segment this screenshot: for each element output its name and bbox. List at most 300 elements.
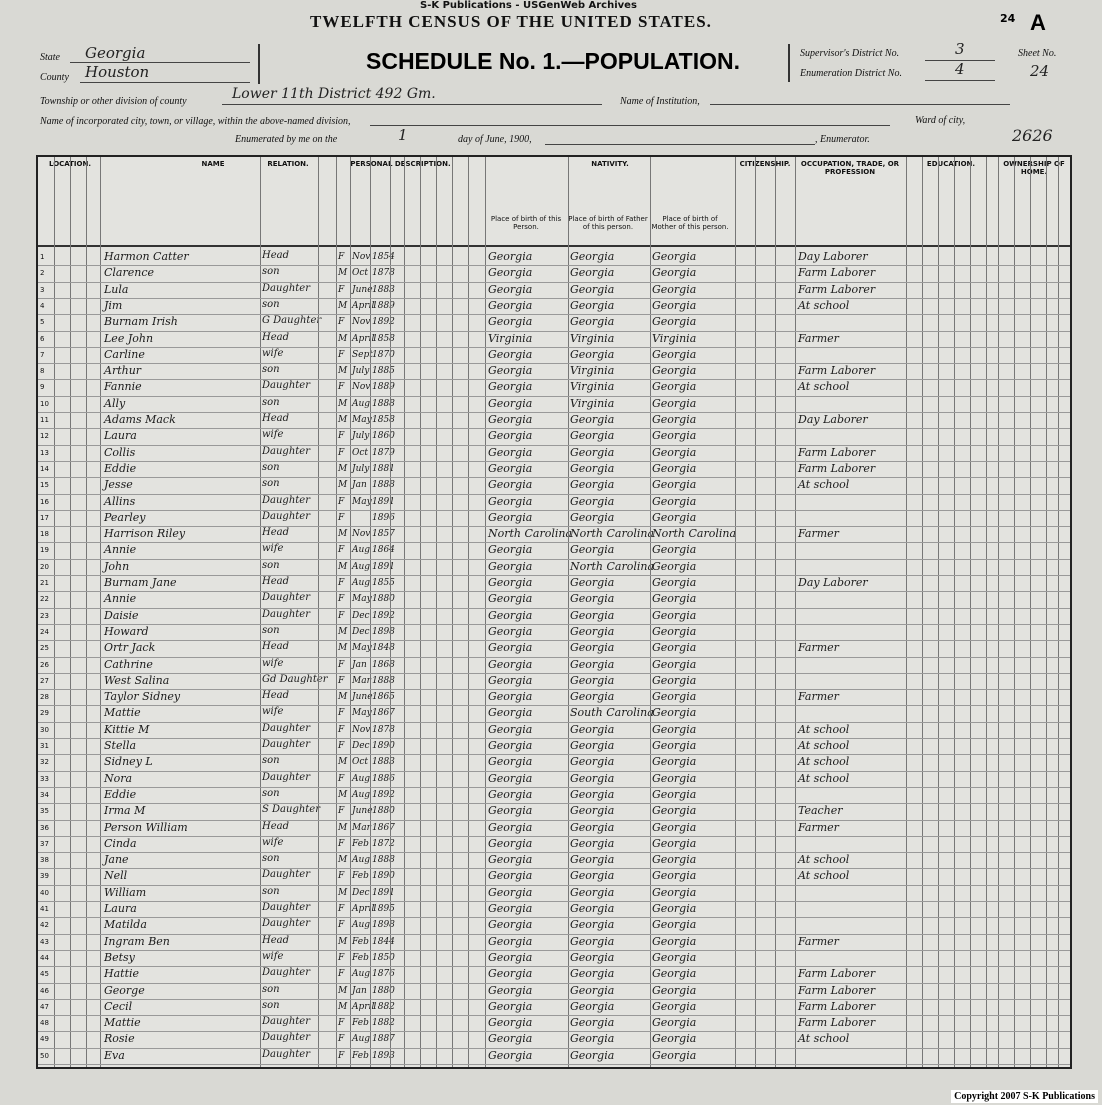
birthplace-father-cell: Georgia <box>570 755 615 769</box>
relation-cell: Daughter <box>262 592 310 604</box>
relation-cell: Daughter <box>262 771 310 783</box>
birthplace-father-cell: Georgia <box>570 771 615 785</box>
grid-row-line <box>38 608 1070 609</box>
birthplace-person-cell: Georgia <box>488 853 533 867</box>
birth-year-cell: 1858 <box>372 333 395 344</box>
table-row <box>38 657 1070 674</box>
birth-year-cell: 1844 <box>372 936 395 947</box>
occupation-cell: At school <box>798 1032 850 1046</box>
table-row <box>38 689 1070 706</box>
table-row <box>38 347 1070 364</box>
relation-cell: Daughter <box>262 608 310 620</box>
table-row <box>38 510 1070 527</box>
birthplace-person-cell: Georgia <box>488 543 533 557</box>
occupation-cell: At school <box>798 478 850 492</box>
occupation-cell: Farmer <box>798 331 839 345</box>
table-row <box>38 526 1070 543</box>
person-name: Cathrine <box>104 657 153 671</box>
occupation-cell: Day Laborer <box>798 576 868 589</box>
row-number: 9 <box>40 383 45 392</box>
row-number: 24 <box>40 627 49 636</box>
relation-cell: Daughter <box>262 902 310 913</box>
person-name: Harrison Riley <box>104 527 186 541</box>
birthplace-father-cell: Georgia <box>570 478 615 492</box>
birthplace-person-cell: Georgia <box>488 298 533 312</box>
relation-cell: Daughter <box>262 380 310 392</box>
relation-cell: Gd Daughter <box>262 673 328 685</box>
sex-cell: F <box>338 496 345 507</box>
relation-cell: Daughter <box>262 869 310 881</box>
row-number: 2 <box>40 269 45 278</box>
row-number: 30 <box>40 725 49 734</box>
sex-cell: M <box>338 643 348 654</box>
person-name: Harmon Catter <box>104 250 189 263</box>
table-row <box>38 542 1070 559</box>
birthplace-father-cell: Georgia <box>570 413 615 426</box>
enumeration-value: 4 <box>955 60 965 78</box>
birth-year-cell: 1860 <box>372 431 395 442</box>
table-row <box>38 396 1070 413</box>
page-number: 24 <box>1000 12 1016 25</box>
birth-year-cell: 1879 <box>372 447 395 458</box>
ward-label: Ward of city, <box>915 115 966 126</box>
birthplace-mother-cell: Georgia <box>652 315 697 329</box>
grid-row-line <box>38 836 1070 837</box>
birthplace-mother-cell: Georgia <box>652 657 697 671</box>
page-letter: A <box>1030 10 1046 35</box>
sex-cell: F <box>338 920 345 931</box>
birth-year-cell: 1881 <box>372 463 395 474</box>
sex-cell: M <box>338 398 348 409</box>
birthplace-father-cell: Georgia <box>570 885 615 899</box>
row-number: 14 <box>40 464 49 473</box>
birth-month-cell: Mar <box>352 675 371 686</box>
person-name: Person William <box>104 820 188 834</box>
person-name: Jim <box>104 298 123 312</box>
relation-cell: son <box>262 885 280 897</box>
sex-cell: M <box>338 757 348 768</box>
row-number: 3 <box>40 285 45 294</box>
birthplace-mother-cell: Georgia <box>652 722 697 736</box>
birthplace-person-cell: Georgia <box>488 608 533 622</box>
birth-year-cell: 1891 <box>372 496 395 507</box>
birthplace-person-cell: Georgia <box>488 494 533 508</box>
birthplace-person-cell: Georgia <box>488 983 533 997</box>
sex-cell: M <box>338 936 348 947</box>
grid-column-line <box>650 157 651 1067</box>
row-number: 21 <box>40 579 49 587</box>
birthplace-mother-cell: Georgia <box>652 413 697 426</box>
row-number: 49 <box>40 1035 49 1044</box>
table-row <box>38 1015 1070 1032</box>
grid-column-line <box>336 157 337 1067</box>
grid-row-line <box>38 396 1070 397</box>
table-row <box>38 966 1070 983</box>
grid-row-line <box>38 1015 1070 1016</box>
birthplace-father-cell: Georgia <box>570 787 615 801</box>
person-name: Annie <box>104 543 137 557</box>
table-row <box>38 314 1070 331</box>
col-relation: RELATION. <box>267 160 309 168</box>
birthplace-mother-cell: Georgia <box>652 380 697 394</box>
birth-month-cell: June <box>352 692 373 703</box>
census-table <box>36 155 1072 1069</box>
birthplace-father-cell: Virginia <box>570 364 615 378</box>
birthplace-person-cell: Georgia <box>488 722 533 736</box>
birthplace-mother-cell: Georgia <box>652 266 697 280</box>
grid-column-line <box>938 157 939 1067</box>
relation-cell: Daughter <box>262 445 310 457</box>
table-row <box>38 771 1070 788</box>
birthplace-person-cell: Georgia <box>488 380 533 394</box>
grid-column-line <box>86 157 87 1067</box>
birthplace-person-cell: Georgia <box>488 820 533 834</box>
person-name: Laura <box>104 902 137 915</box>
birth-month-cell: May <box>352 594 372 605</box>
birth-month-cell: Oct <box>352 268 369 279</box>
grid-column-line <box>350 157 351 1067</box>
birthplace-mother-cell: Virginia <box>652 331 697 345</box>
relation-cell: Head <box>262 690 290 702</box>
birthplace-mother-cell: Georgia <box>652 1016 697 1030</box>
birth-year-cell: 1898 <box>372 920 395 931</box>
birth-year-cell: 1892 <box>372 789 395 800</box>
occupation-cell: Farm Laborer <box>798 967 876 981</box>
relation-cell: wife <box>262 429 284 441</box>
birthplace-mother-cell: Georgia <box>652 787 697 801</box>
grid-row-line <box>38 657 1070 658</box>
birthplace-mother-cell: Georgia <box>652 918 697 932</box>
birthplace-mother-cell: Georgia <box>652 641 697 655</box>
table-row <box>38 428 1070 445</box>
person-name: Taylor Sidney <box>104 690 181 704</box>
grid-row-line <box>38 445 1070 446</box>
birthplace-mother-cell: Georgia <box>652 869 697 883</box>
birthplace-mother-cell: Georgia <box>652 902 697 915</box>
grid-row-line <box>38 803 1070 804</box>
sex-cell: F <box>338 317 345 328</box>
row-number: 1 <box>40 253 45 261</box>
birth-month-cell: Aug <box>352 1034 371 1045</box>
grid-row-line <box>38 787 1070 788</box>
publisher-text: S-K Publications - USGenWeb Archives <box>420 0 637 11</box>
col-birth-person: Place of birth of this Person. <box>490 215 562 231</box>
birth-month-cell: April <box>352 333 375 344</box>
relation-cell: son <box>262 624 280 636</box>
row-number: 29 <box>40 709 49 718</box>
birth-month-cell: May <box>352 708 372 719</box>
relation-cell: son <box>262 755 280 767</box>
birth-month-cell: Jan <box>352 480 367 491</box>
occupation-cell: Farmer <box>798 690 839 704</box>
birthplace-mother-cell: Georgia <box>652 690 697 704</box>
birth-year-cell: 1888 <box>372 855 395 866</box>
grid-row-line <box>38 559 1070 560</box>
sex-cell: M <box>338 1001 348 1012</box>
birth-year-cell: 1876 <box>372 969 395 980</box>
person-name: Carline <box>104 347 145 361</box>
birthplace-father-cell: Georgia <box>570 836 615 850</box>
grid-row-line <box>38 901 1070 902</box>
birthplace-father-cell: Georgia <box>570 429 615 443</box>
table-row <box>38 934 1070 951</box>
grid-column-line <box>420 157 421 1067</box>
grid-column-line <box>986 157 987 1067</box>
birth-month-cell: Mar <box>352 822 371 833</box>
birth-month-cell: Aug <box>352 398 371 409</box>
birthplace-person-cell: Georgia <box>488 657 533 671</box>
birthplace-person-cell: Georgia <box>488 347 533 361</box>
birthplace-father-cell: Georgia <box>570 298 615 312</box>
row-number: 46 <box>40 986 49 995</box>
birthplace-person-cell: Georgia <box>488 266 533 280</box>
birth-year-cell: 1890 <box>372 741 395 751</box>
grid-row-line <box>38 966 1070 967</box>
sex-cell: F <box>338 969 345 980</box>
occupation-cell: Farm Laborer <box>798 461 876 475</box>
birthplace-mother-cell: Georgia <box>652 836 697 850</box>
grid-row-line <box>38 885 1070 886</box>
enumerator-label: , Enumerator. <box>815 134 870 145</box>
person-name: Ingram Ben <box>104 934 170 948</box>
grid-column-line <box>906 157 907 1067</box>
birth-year-cell: 1891 <box>372 561 395 572</box>
table-row <box>38 820 1070 837</box>
grid-row-line <box>38 738 1070 739</box>
grid-column-line <box>795 157 796 1067</box>
sex-cell: F <box>338 545 345 556</box>
county-value: Houston <box>85 63 150 81</box>
grid-row-line <box>38 282 1070 283</box>
census-header <box>0 0 1102 150</box>
birth-year-cell: 1880 <box>372 985 395 996</box>
sex-cell: M <box>338 366 348 377</box>
table-row <box>38 868 1070 885</box>
occupation-cell: At school <box>798 853 850 867</box>
birthplace-father-cell: Georgia <box>570 266 615 280</box>
birthplace-father-cell: North Carolina <box>570 527 655 541</box>
birth-year-cell: 1865 <box>372 692 395 703</box>
person-name: Mattie <box>104 1016 141 1030</box>
person-name: Burnam Jane <box>104 576 177 589</box>
birth-month-cell: Dec <box>352 610 370 621</box>
birthplace-father-cell: Georgia <box>570 510 615 524</box>
grid-row-line <box>38 477 1070 478</box>
birthplace-person-cell: Georgia <box>488 478 533 492</box>
relation-cell: Head <box>262 820 290 832</box>
row-number: 45 <box>40 970 49 979</box>
row-number: 43 <box>40 937 49 946</box>
col-citizenship: CITIZENSHIP. <box>739 160 791 168</box>
sex-cell: F <box>338 773 345 784</box>
sex-cell: M <box>338 480 348 491</box>
table-row <box>38 738 1070 755</box>
table-row <box>38 754 1070 771</box>
relation-cell: Head <box>262 641 290 653</box>
birthplace-father-cell: Georgia <box>570 657 615 671</box>
birthplace-person-cell: Georgia <box>488 673 533 687</box>
sex-cell: F <box>338 1050 345 1061</box>
birth-year-cell: 1880 <box>372 806 395 817</box>
sex-cell: M <box>338 626 348 637</box>
sex-cell: F <box>338 1018 345 1029</box>
table-row <box>38 282 1070 299</box>
grid-row-line <box>38 428 1070 429</box>
person-name: Allins <box>104 494 136 508</box>
birthplace-mother-cell: Georgia <box>652 250 697 263</box>
sex-cell: F <box>338 659 345 670</box>
birth-month-cell: May <box>352 643 372 654</box>
row-number: 44 <box>40 953 49 962</box>
table-row <box>38 363 1070 380</box>
birthplace-mother-cell: Georgia <box>652 364 697 378</box>
relation-cell: G Daughter <box>262 315 322 327</box>
grid-column-line <box>436 157 437 1067</box>
birthplace-person-cell: Georgia <box>488 445 533 459</box>
birthplace-mother-cell: Georgia <box>652 950 697 964</box>
state-value: Georgia <box>85 44 146 62</box>
institution-label: Name of Institution, <box>620 96 700 107</box>
birth-month-cell: June <box>352 284 373 295</box>
row-number: 6 <box>40 334 45 343</box>
township-label: Township or other division of county <box>40 96 187 107</box>
person-name: Cecil <box>104 999 133 1013</box>
birthplace-mother-cell: North Carolina <box>652 527 737 541</box>
birth-year-cell: 1898 <box>372 626 395 637</box>
birthplace-father-cell: North Carolina <box>570 559 655 573</box>
grid-column-line <box>568 157 569 1067</box>
birthplace-mother-cell: Georgia <box>652 510 697 524</box>
birthplace-mother-cell: Georgia <box>652 445 697 459</box>
relation-cell: Head <box>262 413 290 424</box>
grid-row-line <box>38 591 1070 592</box>
birth-year-cell: 1889 <box>372 382 395 393</box>
row-number: 36 <box>40 823 49 832</box>
person-name: Nell <box>104 869 128 883</box>
sex-cell: F <box>338 447 345 458</box>
sex-cell: F <box>338 1034 345 1045</box>
supervisor-value: 3 <box>955 40 965 58</box>
birth-year-cell: 1867 <box>372 822 395 833</box>
sex-cell: F <box>338 610 345 621</box>
birthplace-person-cell: Georgia <box>488 282 533 296</box>
sex-cell: F <box>338 431 345 442</box>
row-number: 32 <box>40 758 49 767</box>
birthplace-mother-cell: Georgia <box>652 1048 697 1062</box>
grid-row-line <box>38 379 1070 380</box>
birthplace-person-cell: Georgia <box>488 413 533 426</box>
sex-cell: F <box>338 512 345 523</box>
birthplace-mother-cell: Georgia <box>652 755 697 769</box>
grid-column-line <box>390 157 391 1067</box>
birthplace-person-cell: Georgia <box>488 559 533 573</box>
person-name: Hattie <box>104 967 140 981</box>
person-name: Sidney L <box>104 755 153 769</box>
grid-row-line <box>38 673 1070 674</box>
table-row <box>38 298 1070 315</box>
birthplace-person-cell: Georgia <box>488 836 533 850</box>
birthplace-person-cell: Georgia <box>488 624 533 638</box>
relation-cell: son <box>262 787 280 799</box>
grid-column-line <box>775 157 776 1067</box>
col-birth-father: Place of birth of Father of this person. <box>568 215 648 231</box>
birth-year-cell: 1868 <box>372 659 395 670</box>
birthplace-mother-cell: Georgia <box>652 820 697 834</box>
grid-column-line <box>70 157 71 1067</box>
birthplace-mother-cell: Georgia <box>652 673 697 687</box>
table-row <box>38 917 1070 934</box>
sex-cell: F <box>338 594 345 605</box>
birth-year-cell: 1883 <box>372 757 395 768</box>
table-row <box>38 265 1070 282</box>
col-education: EDUCATION. <box>926 160 976 168</box>
person-name: Ally <box>104 396 126 410</box>
table-row <box>38 624 1070 641</box>
birthplace-mother-cell: Georgia <box>652 396 697 410</box>
birthplace-mother-cell: Georgia <box>652 1032 697 1046</box>
row-number: 38 <box>40 856 49 865</box>
birthplace-person-cell: Georgia <box>488 934 533 948</box>
grid-column-line <box>260 157 261 1067</box>
grid-column-line <box>318 157 319 1067</box>
schedule-title: SCHEDULE No. 1.—POPULATION. <box>366 48 740 74</box>
table-row <box>38 477 1070 494</box>
county-label: County <box>40 72 69 83</box>
birthplace-mother-cell: Georgia <box>652 608 697 622</box>
relation-cell: Head <box>262 576 290 587</box>
birthplace-father-cell: Georgia <box>570 445 615 459</box>
sex-cell: F <box>338 382 345 393</box>
birth-year-cell: 1872 <box>372 838 395 849</box>
grid-row-line <box>38 510 1070 511</box>
occupation-cell: At school <box>798 722 850 736</box>
occupation-cell: At school <box>798 771 850 785</box>
birthplace-father-cell: Georgia <box>570 983 615 997</box>
relation-cell: wife <box>262 706 284 718</box>
row-number: 15 <box>40 481 49 490</box>
birthplace-person-cell: Georgia <box>488 918 533 932</box>
grid-row-line <box>38 950 1070 951</box>
birth-month-cell: Aug <box>352 561 371 572</box>
sex-cell: F <box>338 952 345 963</box>
sex-cell: F <box>338 871 345 882</box>
person-name: Jane <box>104 853 129 867</box>
grid-row-line <box>38 494 1070 495</box>
table-row <box>38 379 1070 396</box>
table-row <box>38 591 1070 608</box>
row-number: 11 <box>40 416 49 424</box>
birthplace-father-cell: Georgia <box>570 282 615 296</box>
person-name: West Salina <box>104 673 170 687</box>
birthplace-father-cell: South Carolina <box>570 706 654 720</box>
birth-month-cell: Nov <box>352 724 371 735</box>
birth-month-cell: Feb <box>352 1050 369 1061</box>
grid-column-line <box>970 157 971 1067</box>
table-row <box>38 1031 1070 1048</box>
col-nativity: NATIVITY. <box>591 160 629 168</box>
row-number: 26 <box>40 660 49 669</box>
person-name: Arthur <box>104 364 142 378</box>
grid-column-line <box>100 157 101 1067</box>
relation-cell: son <box>262 396 280 408</box>
table-row <box>38 1048 1070 1065</box>
relation-cell: Daughter <box>262 967 310 979</box>
birth-year-cell: 1882 <box>372 1018 395 1029</box>
row-number: 40 <box>40 888 49 897</box>
person-name: Howard <box>104 624 149 638</box>
occupation-cell: Farm Laborer <box>798 364 876 378</box>
sex-cell: M <box>338 887 348 898</box>
